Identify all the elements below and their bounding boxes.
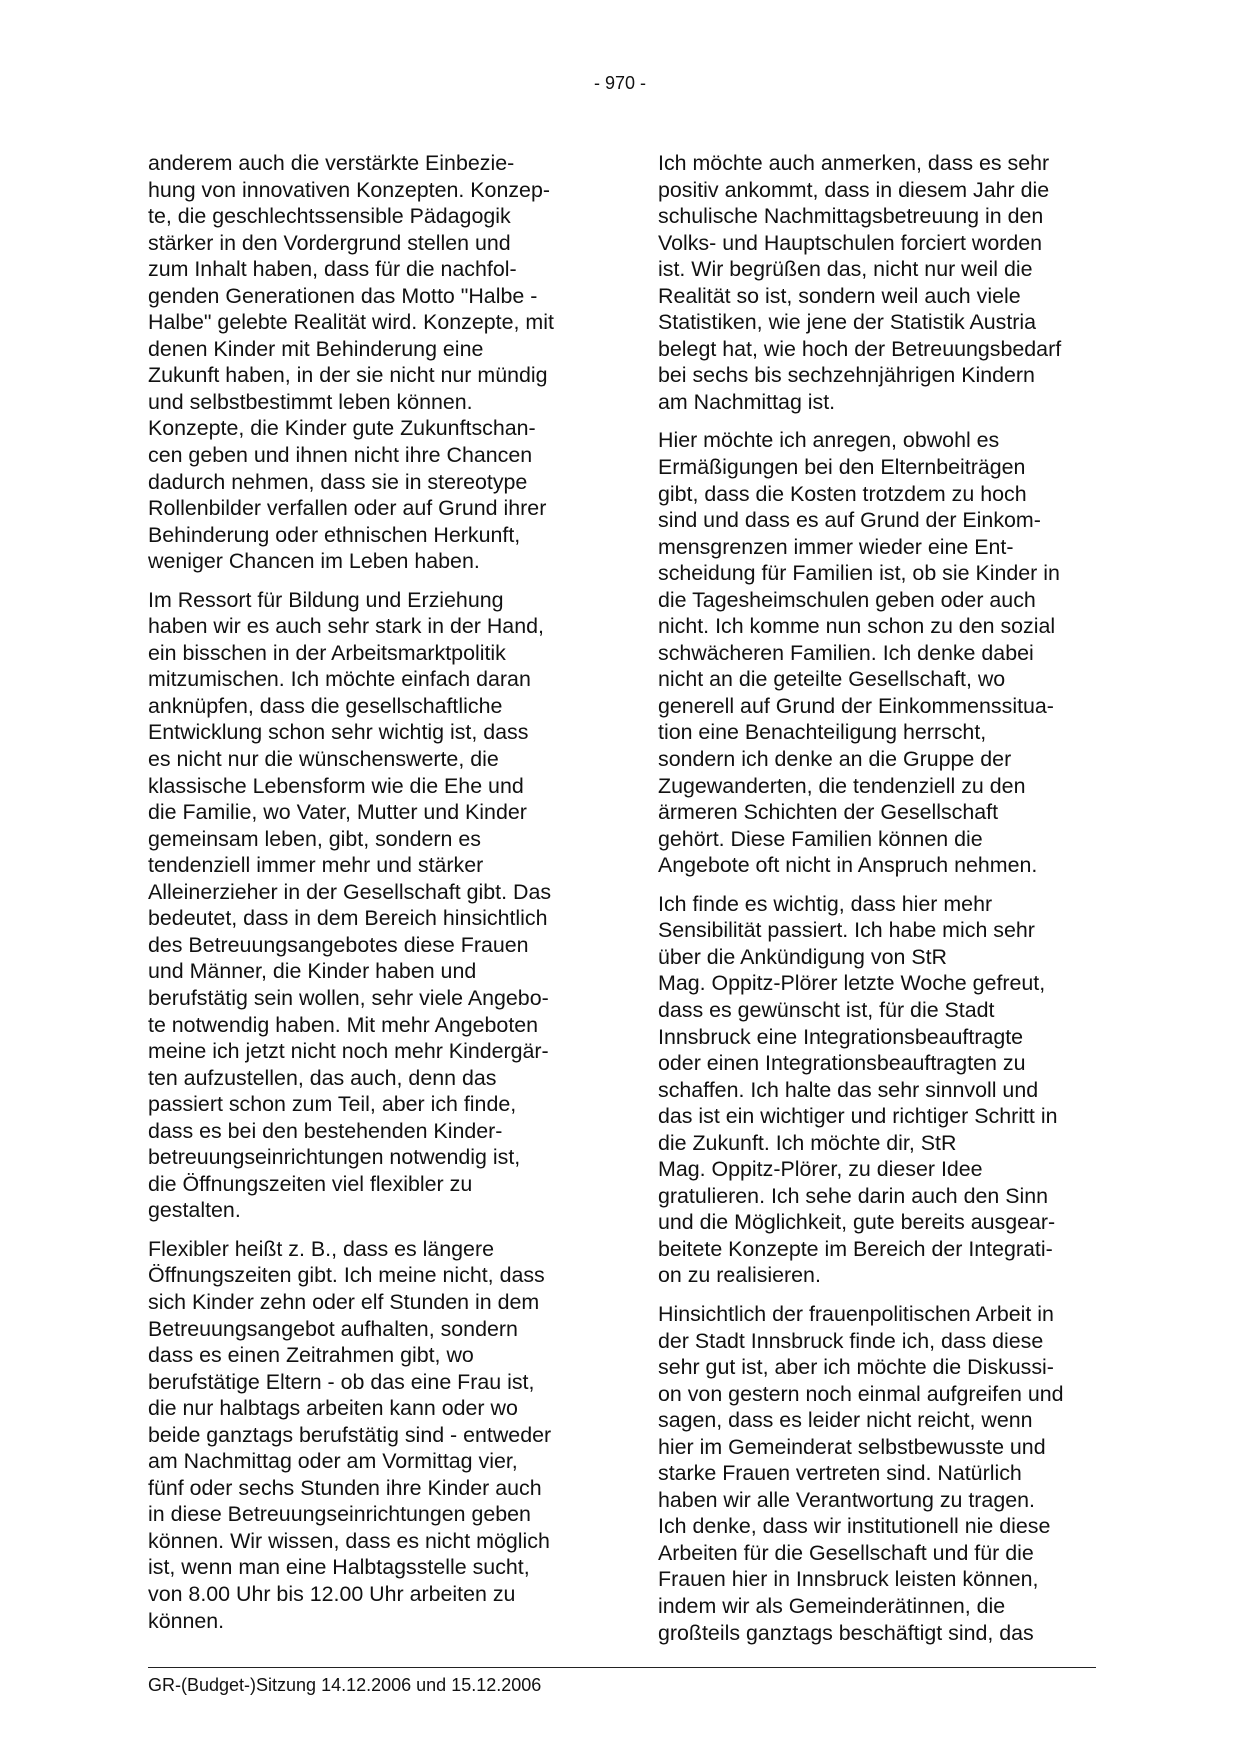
footer-divider [148,1667,1096,1668]
page-number: - 970 - [593,73,647,93]
paragraph: Flexibler heißt z. B., dass es längere Öffnungszeiten gibt. Ich meine nicht, dass sich Kinder zehn oder elf Stunden in dem Betreuungsangebot aufhalten, sondern dass es einen Zeitrahmen gibt, wo berufstätige Eltern - ob das eine Frau ist, die nur halbtags arbeiten kann oder wo beide ganztags berufstätig sind - entweder am Nachmittag oder am Vormittag vier, fünf oder sechs Stunden ihre Kinder auch in diese Betreuungseinrichtungen geben können. Wir wissen, dass es nicht möglich ist, wenn man eine Halbtagsstelle sucht, von 8.00 Uhr bis 12.00 Uhr arbeiten zu können. [148,1236,552,1633]
right-column [658,150,1096,1646]
paragraph: Ich finde es wichtig, dass hier mehr Sensibilität passiert. Ich habe mich sehr über die Ankündigung von StR Mag. Oppitz-Plörer letzte Woche gefreut, dass es gewünscht ist, für die Stadt Innsbruck eine Integrationsbeauftragte oder einen Integrationsbeauftragten zu schaffen. Ich halte das sehr sinnvoll und das ist ein wichtiger und richtiger Schritt in die Zukunft. Ich möchte dir, StR Mag. Oppitz-Plörer, zu dieser Idee gratulieren. Ich sehe darin auch den Sinn und die Möglichkeit, gute bereits ausgear- beitete Konzepte im Bereich der Integrati- on zu realisieren. [658,891,1058,1288]
paragraph: Hier möchte ich anregen, obwohl es Ermäßigungen bei den Elternbeiträgen gibt, dass die Kosten trotzdem zu hoch sind und dass es auf Grund der Einkom- mensgrenzen immer wieder eine Ent- scheidung für Familien ist, ob sie Kinder in die Tagesheimschulen geben oder auch nicht. Ich komme nun schon zu den sozial schwächeren Familien. Ich denke dabei nicht an die geteilte Gesellschaft, wo generell auf Grund der Einkommenssitua- tion eine Benachteiligung herrscht, sondern ich denke an die Gruppe der Zugewanderten, die tendenziell zu den ärmeren Schichten der Gesellschaft gehört. Diese Familien können die Angebote oft nicht in Anspruch nehmen. [658,428,1060,878]
paragraph: anderem auch die verstärkte Einbezie- hung von innovativen Konzepten. Konzep- te, die geschlechtssensible Pädagogik stärker in den Vordergrund stellen und zum Inhalt haben, dass für die nachfol- genden Generationen das Motto "Halbe - Halbe" gelebte Realität wird. Konzepte, mit denen Kinder mit Behinderung eine Zukunft haben, in der sie nicht nur mündig und selbstbestimmt leben können. Konzepte, die Kinder gute Zukunftschan- cen geben und ihnen nicht ihre Chancen dadurch nehmen, dass sie in stereotype Rollenbilder verfallen oder auf Grund ihrer Behinderung oder ethnischen Herkunft, weniger Chancen im Leben haben. [148,151,554,574]
left-column [148,150,586,1634]
paragraph: Hinsichtlich der frauenpolitischen Arbeit in der Stadt Innsbruck finde ich, dass diese sehr gut ist, aber ich möchte die Diskussi- on von gestern noch einmal aufgreifen und sagen, dass es leider nicht reicht, wenn hier im Gemeinderat selbstbewusste und starke Frauen vertreten sind. Natürlich haben wir alle Verantwortung zu tragen. Ich denke, dass wir institutionell nie diese Arbeiten für die Gesellschaft und für die Frauen hier in Innsbruck leisten können, indem wir als Gemeinderätinnen, die großteils ganztags beschäftigt sind, das [658,1301,1064,1645]
paragraph: Im Ressort für Bildung und Erziehung haben wir es auch sehr stark in der Hand, ein bisschen in der Arbeitsmarktpolitik mitzumischen. Ich möchte einfach daran anknüpfen, dass die gesellschaftliche Entwicklung schon sehr wichtig ist, dass es nicht nur die wünschenswerte, die klassische Lebensform wie die Ehe und die Familie, wo Vater, Mutter und Kinder gemeinsam leben, gibt, sondern es tendenziell immer mehr und stärker Alleinerzieher in der Gesellschaft gibt. Das bedeutet, dass in dem Bereich hinsichtlich des Betreuungsangebotes diese Frauen und Männer, die Kinder haben und berufstätig sein wollen, sehr viele Angebo- te notwendig haben. Mit mehr Angeboten meine ich jetzt nicht noch mehr Kindergär- ten aufzustellen, das auch, denn das passiert schon zum Teil, aber ich finde, dass es bei den bestehenden Kinder- betreuungseinrichtungen notwendig ist, die Öffnungszeiten viel flexibler zu gestalten. [148,587,552,1223]
paragraph: Ich möchte auch anmerken, dass es sehr positiv ankommt, dass in diesem Jahr die schulische Nachmittagsbetreuung in den Volks- und Hauptschulen forciert worden ist. Wir begrüßen das, nicht nur weil die Realität so ist, sondern weil auch viele Statistiken, wie jene der Statistik Austria belegt hat, wie hoch der Betreuungsbedarf bei sechs bis sechzehnjährigen Kindern am Nachmittag ist. [658,151,1062,414]
footer-text: GR-(Budget-)Sitzung 14.12.2006 und 15.12.2006 [148,1675,542,1695]
